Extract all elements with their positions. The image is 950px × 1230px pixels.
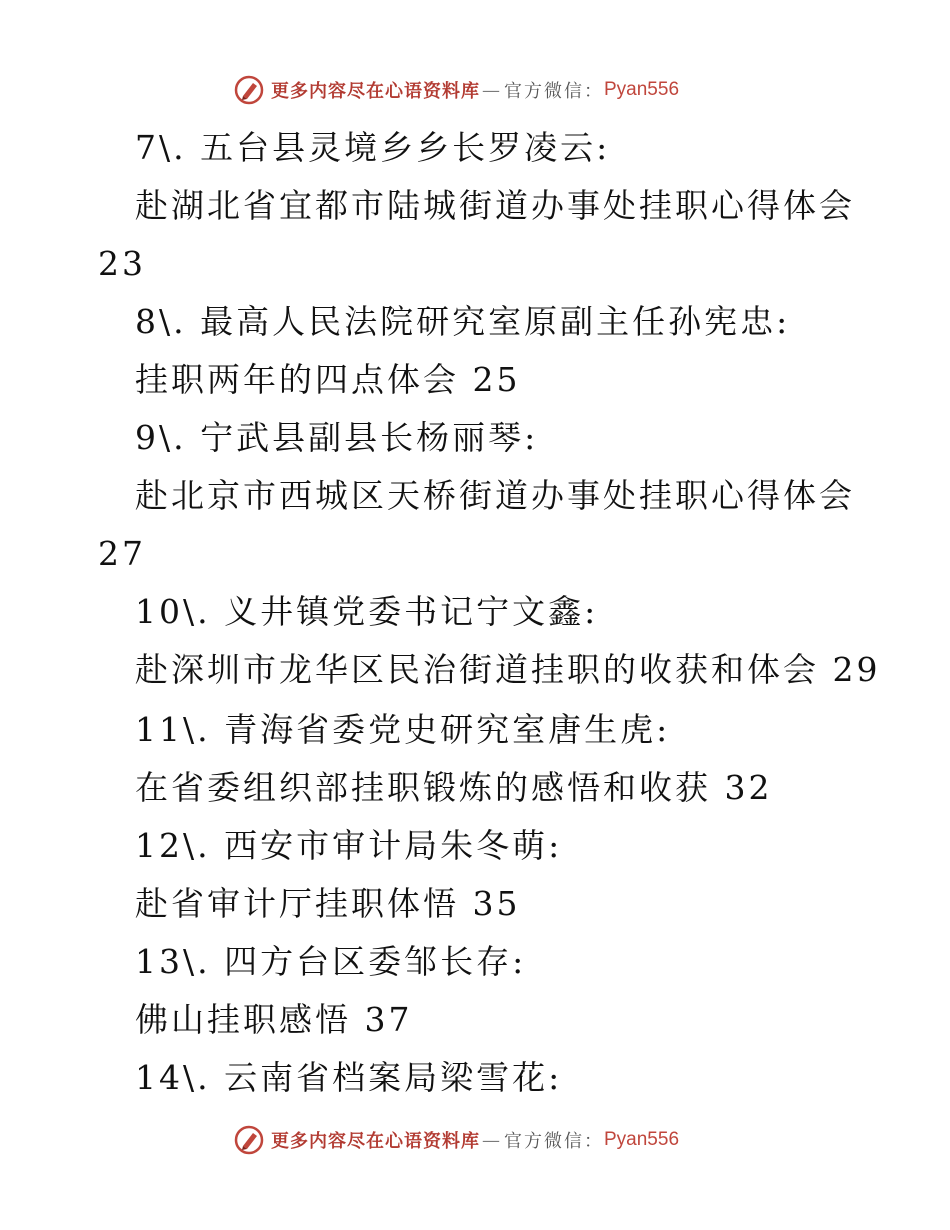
toc-entry-9-page: 27 (98, 534, 146, 573)
toc-entry-7-title: 7\. 五台县灵境乡乡长罗凌云: (135, 128, 611, 167)
toc-entry-9-title: 9\. 宁武县副县长杨丽琴: (135, 418, 539, 457)
watermark-dash: — (482, 79, 500, 101)
toc-entry-13-subtitle: 佛山挂职感悟 37 (135, 1000, 413, 1039)
pen-logo-icon (233, 74, 265, 106)
watermark-dash: — (482, 1129, 500, 1151)
watermark-wechat-label: 官方微信： (504, 1131, 604, 1152)
toc-entry-8-subtitle: 挂职两年的四点体会 25 (135, 360, 521, 399)
toc-entry-13-title: 13\. 四方台区委邹长存: (135, 942, 527, 981)
toc-entry-11-subtitle: 在省委组织部挂职锻炼的感悟和收获 32 (135, 768, 773, 807)
watermark-text: 更多内容尽在心语资料库 (271, 1131, 480, 1152)
watermark-text: 更多内容尽在心语资料库 (271, 81, 480, 102)
watermark-banner-top (233, 72, 679, 108)
watermark-banner-bottom (233, 1122, 679, 1158)
toc-entry-11-title: 11\. 青海省委党史研究室唐生虎: (135, 710, 671, 749)
watermark-wechat-id: Pyan556 (604, 79, 680, 100)
toc-entry-7-subtitle: 赴湖北省宜都市陆城街道办事处挂职心得体会 (135, 186, 855, 225)
pen-logo-icon (233, 1124, 265, 1156)
toc-entry-9-subtitle: 赴北京市西城区天桥街道办事处挂职心得体会 (135, 476, 855, 515)
watermark-wechat-id: Pyan556 (604, 1129, 680, 1150)
toc-entry-7-page: 23 (98, 244, 146, 283)
toc-entry-10-subtitle: 赴深圳市龙华区民治街道挂职的收获和体会 29 (135, 650, 881, 689)
toc-entry-14-title: 14\. 云南省档案局梁雪花: (135, 1058, 563, 1097)
toc-entry-12-subtitle: 赴省审计厅挂职体悟 35 (135, 884, 521, 923)
toc-entry-10-title: 10\. 义井镇党委书记宁文鑫: (135, 592, 599, 631)
toc-entry-12-title: 12\. 西安市审计局朱冬萌: (135, 826, 563, 865)
toc-entry-8-title: 8\. 最高人民法院研究室原副主任孙宪忠: (135, 302, 791, 341)
watermark-wechat-label: 官方微信： (504, 81, 604, 102)
